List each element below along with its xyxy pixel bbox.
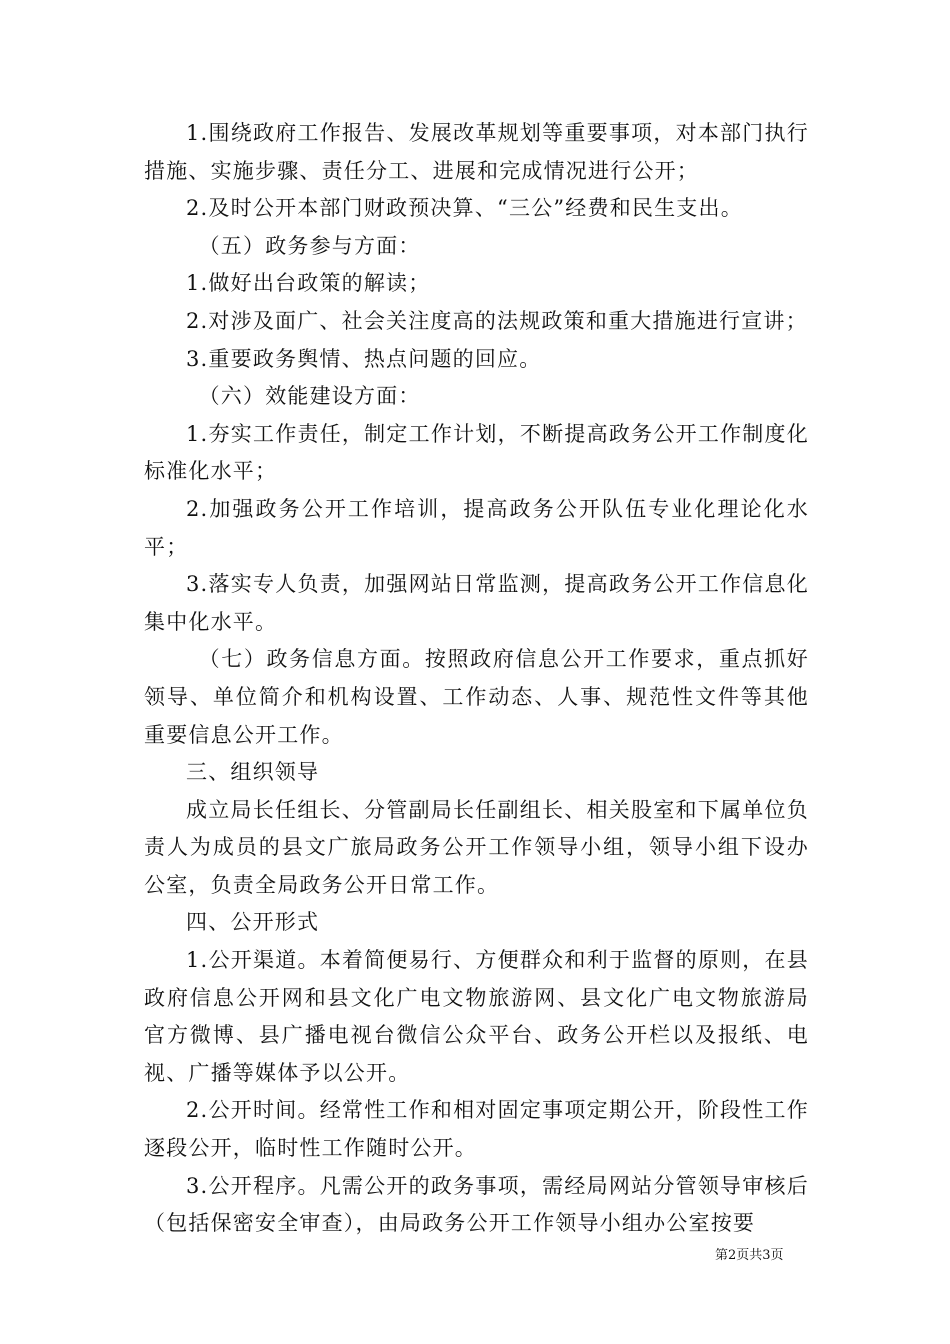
section-heading: 四、公开形式 <box>186 910 320 935</box>
paragraph: 2.加强政务公开工作培训，提高政务公开队伍专业化理论化水平； <box>144 496 809 559</box>
paragraph: 3.重要政务舆情、热点问题的回应。 <box>186 346 542 371</box>
paragraph: 1.围绕政府工作报告、发展改革规划等重要事项，对本部门执行措施、实施步骤、责任分工、进展和完成情况进行公开； <box>144 121 809 183</box>
section-heading: 三、组织领导 <box>186 760 320 785</box>
paragraph: 1.公开渠道。本着简便易行、方便群众和利于监督的原则，在县政府信息公开网和县文化广电文物旅游网、县文化广电文物旅游局官方微博、县广播电视台微信公众平台、政务公开栏以及报纸、电视、广播等媒体予以公开。 <box>144 948 809 1085</box>
page-number-footer: 第2页共3页 <box>715 1248 784 1263</box>
paragraph: 1.做好出台政策的解读； <box>186 271 431 296</box>
paragraph: 2.对涉及面广、社会关注度高的法规政策和重大措施进行宣讲； <box>186 308 808 333</box>
section-heading: （七）政务信息方面。按照政府信息公开工作要求，重点抓好领导、单位简介和机构设置、工作动态、人事、规范性文件等其他重要信息公开工作。 <box>144 647 809 747</box>
paragraph: 2.及时公开本部门财政预决算、“三公”经费和民生支出。 <box>186 196 743 221</box>
paragraph: 3.落实专人负责，加强网站日常监测，提高政务公开工作信息化集中化水平。 <box>144 572 809 634</box>
paragraph: 2.公开时间。经常性工作和相对固定事项定期公开，阶段性工作逐段公开，临时性工作随时公开。 <box>144 1098 809 1161</box>
paragraph: 成立局长任组长、分管副局长任副组长、相关股室和下属单位负责人为成员的县文广旅局政务公开工作领导小组，领导小组下设办公室，负责全局政务公开日常工作。 <box>144 797 809 897</box>
section-heading: （五）政务参与方面： <box>198 233 421 258</box>
paragraph: 1.夯实工作责任，制定工作计划，不断提高政务公开工作制度化标准化水平； <box>144 421 809 484</box>
document-body <box>144 115 809 1243</box>
paragraph: 3.公开程序。凡需公开的政务事项，需经局网站分管领导审核后（包括保密安全审查），由局政务公开工作领导小组办公室按要 <box>144 1173 809 1236</box>
section-heading: （六）效能建设方面： <box>198 384 421 409</box>
